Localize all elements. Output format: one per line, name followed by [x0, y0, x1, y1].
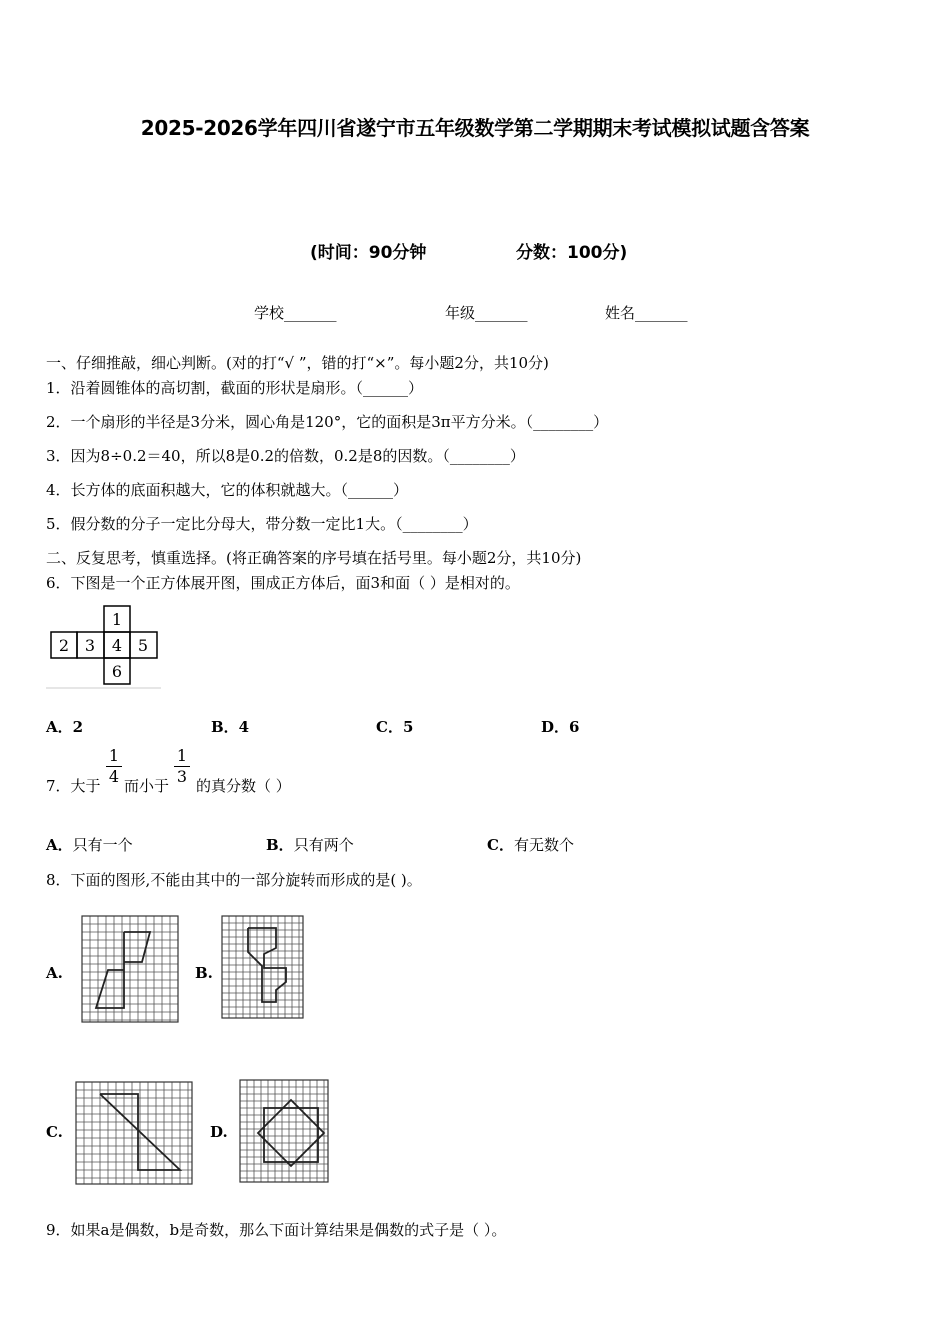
grade-field: 年级_______ — [445, 304, 528, 322]
q6-option-d[interactable]: D．6 — [541, 718, 580, 736]
question-text: 下面的图形,不能由其中的一部分旋转而形成的是( )。 — [70, 871, 422, 889]
fraction-one-third — [174, 747, 190, 786]
question-4 — [46, 479, 408, 500]
cube-net-figure — [46, 602, 161, 690]
option-text: 只有两个 — [293, 836, 354, 854]
question-number: 3． — [46, 447, 71, 465]
question-number: 1． — [46, 379, 71, 397]
denominator: 3 — [176, 767, 188, 786]
question-6 — [46, 572, 520, 593]
option-label: C． — [487, 836, 514, 854]
question-7 — [46, 775, 101, 796]
fraction-one-fourth — [106, 747, 122, 786]
question-text: 沿着圆锥体的高切割，截面的形状是扇形。（______） — [70, 379, 424, 397]
question-number: 9． — [46, 1221, 71, 1239]
q7-prefix: 大于 — [70, 777, 101, 795]
q6-option-b[interactable]: B．4 — [211, 718, 250, 736]
name-field: 姓名_______ — [605, 304, 688, 322]
question-text: 因为8÷0.2＝40，所以8是0.2的倍数，0.2是8的因数。（________） — [70, 447, 525, 465]
section1-heading: 一、仔细推敲，细心判断。(对的打“√ ”，错的打“×”。每小题2分，共10分) — [46, 354, 549, 372]
rotated-shape — [96, 932, 150, 1008]
question-5 — [46, 513, 478, 534]
question-2 — [46, 411, 608, 432]
question-number: 2． — [46, 413, 71, 431]
option-label: A． — [46, 836, 73, 854]
q8-option-d-label[interactable]: D. — [210, 1123, 228, 1141]
net-label-6: 6 — [111, 662, 123, 681]
school-field: 学校_______ — [254, 304, 337, 322]
option-text: 只有一个 — [72, 836, 133, 854]
numerator: 1 — [176, 746, 188, 765]
net-label-3: 3 — [84, 636, 96, 655]
q8-figure-b[interactable] — [220, 914, 305, 1020]
question-number: 7． — [46, 777, 71, 795]
q8-option-c-label[interactable]: C. — [46, 1123, 63, 1141]
q7-option-a[interactable] — [46, 834, 133, 855]
question-text: 长方体的底面积越大，它的体积就越大。（______） — [70, 481, 409, 499]
q8-option-b-label[interactable]: B. — [195, 964, 213, 982]
question-text: 下图是一个正方体展开图，围成正方体后，面3和面（ ）是相对的。 — [70, 574, 520, 592]
question-9 — [46, 1219, 506, 1240]
question-number: 5． — [46, 515, 71, 533]
question-text: 如果a是偶数，b是奇数，那么下面计算结果是偶数的式子是（ ）。 — [70, 1221, 507, 1239]
q6-option-a[interactable]: A．2 — [46, 718, 84, 736]
q7-option-b[interactable] — [266, 834, 354, 855]
q8-option-a-label[interactable]: A. — [46, 964, 63, 982]
question-text: 假分数的分子一定比分母大，带分数一定比1大。（________） — [70, 515, 478, 533]
net-label-5: 5 — [137, 636, 149, 655]
q7-suffix: 的真分数（ ） — [196, 777, 291, 795]
question-1 — [46, 377, 423, 398]
exam-time: (时间：90分钟 — [310, 243, 427, 263]
q7-option-c[interactable] — [487, 834, 574, 855]
question-text: 一个扇形的半径是3分米，圆心角是120°，它的面积是3π平方分米。（________） — [70, 413, 609, 431]
net-label-2: 2 — [58, 636, 70, 655]
q8-figure-d[interactable] — [238, 1078, 330, 1184]
question-number: 8． — [46, 871, 71, 889]
q8-figure-a[interactable] — [80, 912, 180, 1024]
q8-figure-c[interactable] — [74, 1080, 194, 1186]
option-label: B． — [266, 836, 294, 854]
exam-score: 分数：100分) — [516, 243, 628, 263]
page-title: 2025-2026学年四川省遂宁市五年级数学第二学期期末考试模拟试题含答案 — [140, 116, 810, 140]
numerator: 1 — [108, 746, 120, 765]
question-3 — [46, 445, 525, 466]
option-text: 有无数个 — [513, 836, 574, 854]
net-label-4: 4 — [111, 636, 123, 655]
net-label-1: 1 — [111, 610, 123, 629]
question-number: 6． — [46, 574, 71, 592]
question-number: 4． — [46, 481, 71, 499]
section2-heading: 二、反复思考，慎重选择。(将正确答案的序号填在括号里。每小题2分，共10分) — [46, 549, 582, 567]
question-8 — [46, 869, 422, 890]
q6-option-c[interactable]: C．5 — [376, 718, 414, 736]
denominator: 4 — [108, 767, 120, 786]
q7-middle: 而小于 — [124, 777, 170, 795]
